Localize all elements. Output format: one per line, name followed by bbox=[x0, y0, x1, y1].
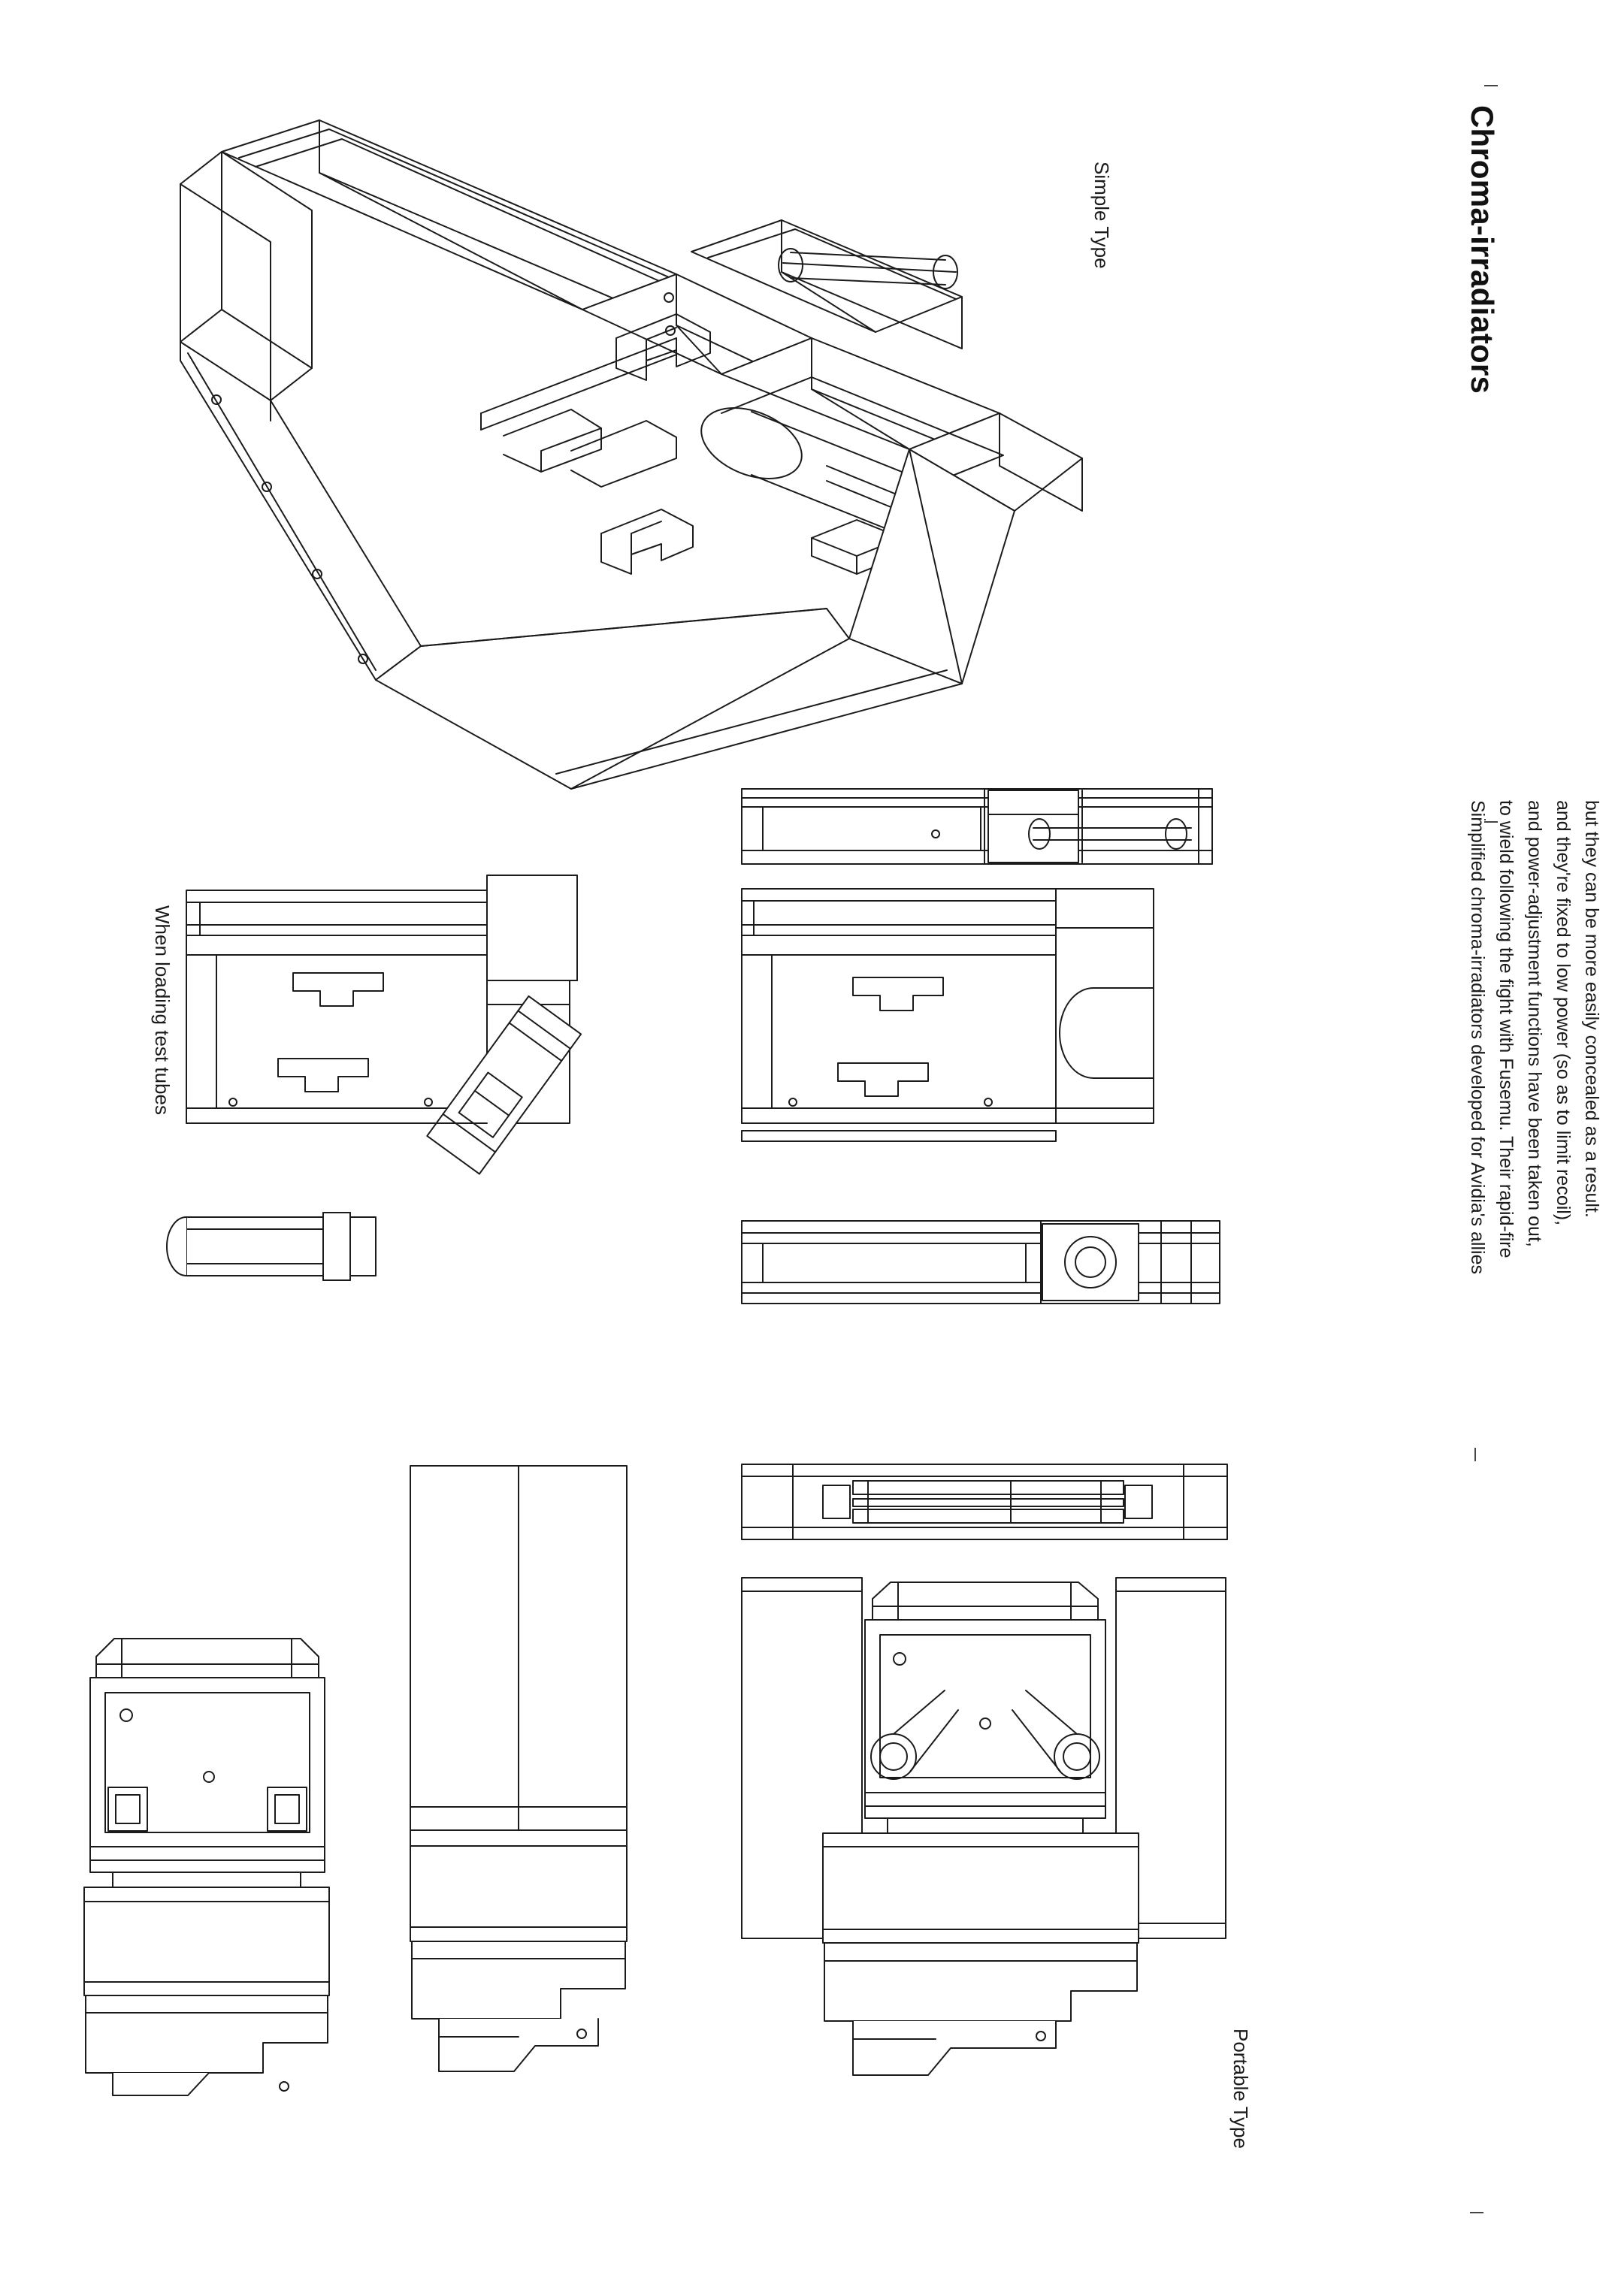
figure-label-simple-type: Simple Type bbox=[1090, 162, 1113, 269]
figure-loading-top-part bbox=[740, 781, 1214, 879]
figure-portable-side-view bbox=[406, 1461, 631, 2096]
registration-tick-top bbox=[1484, 85, 1498, 86]
figure-label-loading-test-tubes: When loading test tubes bbox=[151, 905, 174, 1115]
page-title: Chroma-irradiators bbox=[1465, 105, 1500, 394]
figure-portable-front-view bbox=[740, 1570, 1229, 2096]
description-line-5: but they can be more easily concealed as a result. bbox=[1581, 800, 1602, 1218]
registration-tick-bottom bbox=[1470, 2212, 1483, 2213]
figure-portable-left-view bbox=[83, 1627, 331, 2096]
description-line-1: Simplified chroma-irradiators developed for Avidia's allies bbox=[1467, 800, 1488, 1274]
description-line-2: to wield following the fight with Fusemu. Their rapid-fire bbox=[1496, 800, 1517, 1258]
figure-label-portable-type: Portable Type bbox=[1229, 2029, 1252, 2149]
description-line-4: and they're fixed to low power (so as to limit recoil), bbox=[1553, 800, 1574, 1226]
figure-portable-top-view bbox=[740, 1461, 1229, 1544]
figure-loading-bottom-part bbox=[740, 1213, 1221, 1319]
figure-simple-type-drawing bbox=[150, 113, 1067, 766]
description-line-3: and power-adjustment functions have been taken out, bbox=[1524, 800, 1545, 1247]
registration-tick-right bbox=[1474, 1448, 1476, 1461]
figure-loading-test-tubes-drawing bbox=[180, 868, 646, 1334]
